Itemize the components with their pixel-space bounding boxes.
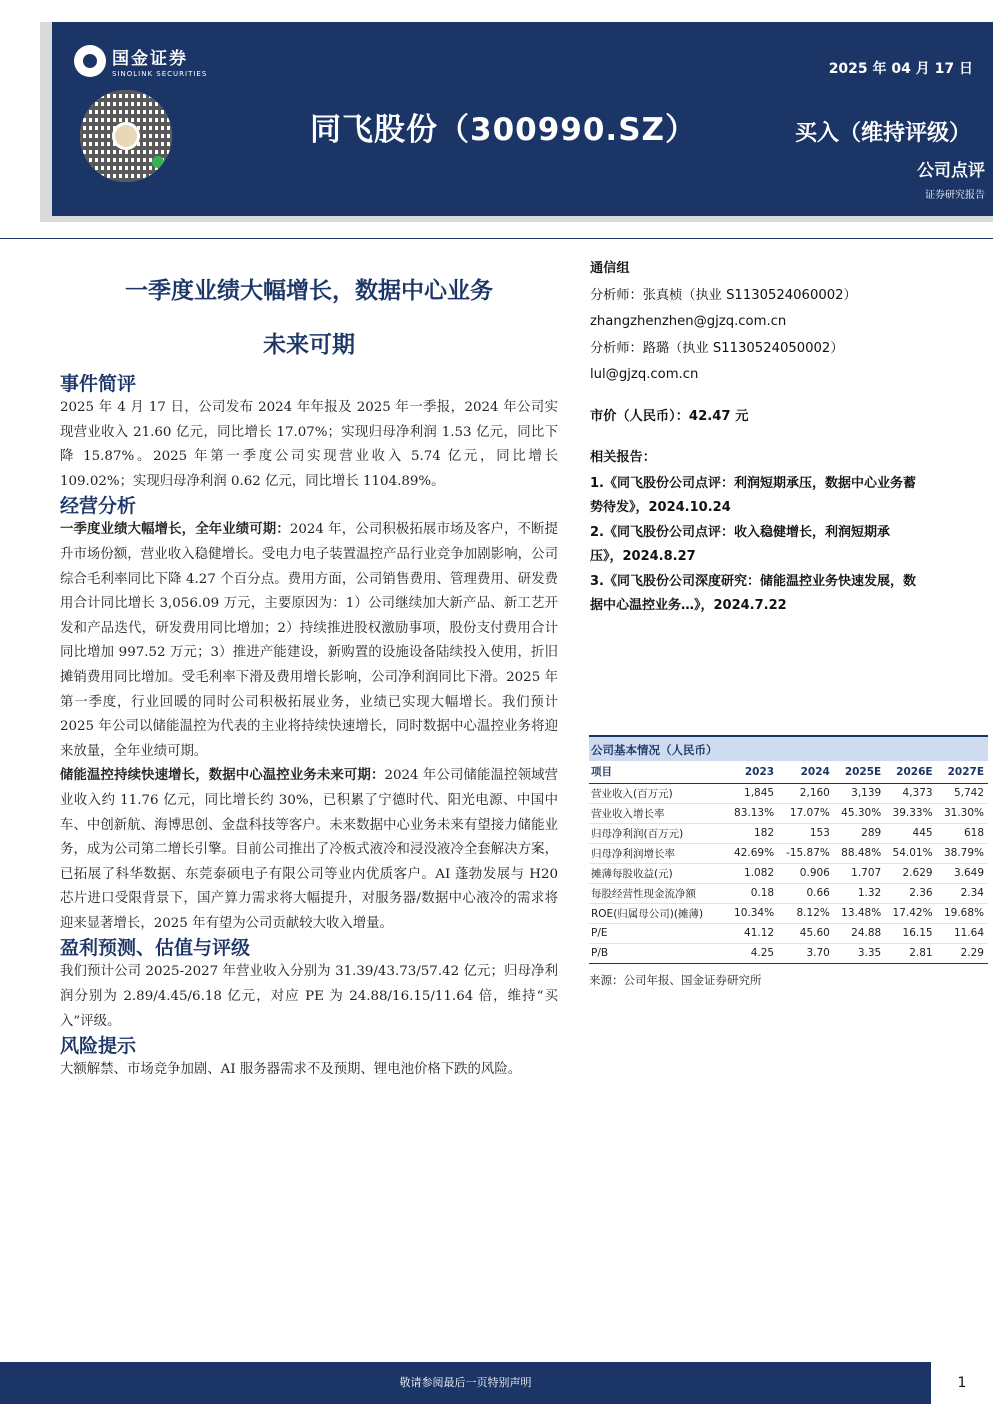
table-cell: 16.15 [885, 923, 936, 943]
paragraph-event: 2025 年 4 月 17 日，公司发布 2024 年年报及 2025 年一季报，2024 年公司实现营业收入 21.60 亿元，同比增长 17.07%；实现归母净利润 1.53 亿元，同比下降 15.87%。2025 年第一季度公司实现营业收入 5.74 亿元，同比增长 109.02%；实现归母净利润 0.62 亿元，同比增长 1104.89%。 [60, 400, 558, 489]
table-cell: 45.30% [834, 803, 885, 823]
table-cell: -15.87% [778, 843, 834, 863]
analyst-2: 分析师：路璐（执业 S1130524050002） [590, 340, 844, 356]
table-cell: 2.34 [937, 883, 988, 903]
company-logo [74, 44, 207, 78]
analyst-1-email[interactable]: zhangzhenzhen@gjzq.com.cn [590, 314, 787, 329]
related-reports-list [590, 472, 988, 619]
paragraph-lead-2: 储能温控持续快速增长，数据中心温控业务未来可期： [60, 768, 385, 784]
main-content [60, 264, 558, 1083]
related-reports-title: 相关报告： [590, 450, 656, 465]
analyst-2-email[interactable]: lul@gjzq.com.cn [590, 367, 699, 382]
table-cell: 3,139 [834, 783, 885, 803]
logo-mark-icon [74, 45, 106, 77]
related-report-1b[interactable]: 势待发》，2024.10.24 [590, 500, 731, 515]
row-label: 每股经营性现金流净额 [589, 883, 727, 903]
paragraph-body-2: 2024 年公司储能温控领域营业收入约 11.76 亿元，同比增长约 30%，已积累了宁德时代、阳光电源、中国中车、中创新航、海博思创、金盘科技等客户。未来数据中心业务未来有望接力储能业务，成为公司第二增长引擎。目前公司推出了冷板式液冷和浸没液冷全套解决方案，已拓展了科华数据、东莞泰硕电子有限公司等业内优质客户。AI 蓬勃发展与 H20 芯片进口受限背景下，国产算力需求将大幅提升，对服务器/数据中心液冷的需求将迎来显著增长，2025 年有望为公司贡献较大收入增量。 [60, 768, 558, 931]
row-label: 摊薄每股收益(元) [589, 863, 727, 883]
table-cell: 31.30% [937, 803, 988, 823]
table-row [589, 923, 988, 943]
col-header: 2026E [885, 761, 936, 783]
col-header: 项目 [589, 761, 727, 783]
table-row [589, 943, 988, 963]
table-cell: 2.629 [885, 863, 936, 883]
report-date: 2025 年 04 月 17 日 [828, 61, 973, 77]
paragraph-risk: 大额解禁、市场竞争加剧、AI 服务器需求不及预期、锂电池价格下跌的风险。 [60, 1062, 522, 1078]
table-cell: 45.60 [778, 923, 834, 943]
table-cell: 4,373 [885, 783, 936, 803]
table-cell: 88.48% [834, 843, 885, 863]
section-title-operations: 经营分析 [60, 495, 137, 518]
report-subtitle: 证券研究报告 [925, 190, 985, 201]
table-cell: 8.12% [778, 903, 834, 923]
company-basics-table [589, 735, 988, 988]
row-label: 归母净利润增长率 [589, 843, 727, 863]
table-cell: 2.81 [885, 943, 936, 963]
table-cell: 3.649 [937, 863, 988, 883]
table-cell: 54.01% [885, 843, 936, 863]
table-cell: 0.906 [778, 863, 834, 883]
row-label: 归母净利润(百万元) [589, 823, 727, 843]
table-cell: 17.07% [778, 803, 834, 823]
table-cell: 1.707 [834, 863, 885, 883]
table-cell: 10.34% [727, 903, 778, 923]
table-cell: 42.69% [727, 843, 778, 863]
table-cell: 153 [778, 823, 834, 843]
analyst-1: 分析师：张真桢（执业 S1130524060002） [590, 287, 857, 303]
headline-line-1: 一季度业绩大幅增长，数据中心业务 [125, 278, 493, 304]
table-row [589, 903, 988, 923]
section-title-risk: 风险提示 [60, 1035, 137, 1058]
table-cell: 41.12 [727, 923, 778, 943]
qr-code-icon [80, 90, 172, 182]
table-row [589, 883, 988, 903]
table-cell: 2.36 [885, 883, 936, 903]
table-cell: 4.25 [727, 943, 778, 963]
table-cell: 289 [834, 823, 885, 843]
table-cell: 11.64 [937, 923, 988, 943]
table-cell: 3.35 [834, 943, 885, 963]
stock-title: 同飞股份（300990.SZ） [310, 112, 697, 148]
related-report-3b[interactable]: 据中心温控业务…》，2024.7.22 [590, 598, 787, 613]
table-header-row [589, 761, 988, 783]
sidebar-info [590, 256, 988, 619]
header-divider [0, 238, 993, 239]
logo-en: SINOLINK SECURITIES [112, 70, 208, 78]
section-title-event: 事件简评 [60, 373, 137, 395]
col-header: 2027E [937, 761, 988, 783]
table-cell: 1.32 [834, 883, 885, 903]
table-row [589, 783, 988, 803]
col-header: 2023 [727, 761, 778, 783]
financials-table [589, 761, 988, 964]
headline-line-2: 未来可期 [263, 332, 355, 358]
related-report-2b[interactable]: 压》，2024.8.27 [590, 549, 696, 564]
table-cell: 19.68% [937, 903, 988, 923]
table-cell: 17.42% [885, 903, 936, 923]
paragraph-lead-1: 一季度业绩大幅增长，全年业绩可期： [60, 522, 290, 538]
table-cell: 1.082 [727, 863, 778, 883]
col-header: 2024 [778, 761, 834, 783]
row-label: P/E [589, 923, 727, 943]
paragraph-forecast: 我们预计公司 2025-2027 年营业收入分别为 31.39/43.73/57.42 亿元；归母净利润分别为 2.89/4.45/6.18 亿元，对应 PE 为 24.88/16.15/11.64 倍，维持“买入”评级。 [60, 964, 558, 1029]
table-cell: 0.66 [778, 883, 834, 903]
table-cell: 38.79% [937, 843, 988, 863]
paragraph-operations-1 [60, 518, 558, 764]
mini-program-icon [152, 156, 164, 168]
related-report-3a[interactable]: 3.《同飞股份公司深度研究：储能温控业务快速发展，数 [590, 573, 916, 589]
table-cell: 1,845 [727, 783, 778, 803]
row-label: ROE(归属母公司)(摊薄) [589, 903, 727, 923]
table-cell: 5,742 [937, 783, 988, 803]
table-row [589, 863, 988, 883]
row-label: P/B [589, 943, 727, 963]
table-cell: 618 [937, 823, 988, 843]
table-row [589, 803, 988, 823]
section-title-forecast: 盈利预测、估值与评级 [60, 937, 251, 960]
table-title: 公司基本情况（人民币） [589, 735, 988, 761]
table-cell: 445 [885, 823, 936, 843]
table-cell: 0.18 [727, 883, 778, 903]
logo-cn: 国金证券 [112, 49, 188, 69]
rating: 买入（维持评级） [794, 121, 971, 146]
related-report-2a[interactable]: 2.《同飞股份公司点评：收入稳健增长，利润短期承 [590, 524, 890, 540]
page-number: 1 [957, 1375, 967, 1391]
table-cell: 182 [727, 823, 778, 843]
report-type: 公司点评 [917, 161, 985, 181]
col-header: 2025E [834, 761, 885, 783]
table-cell: 2,160 [778, 783, 834, 803]
qr-center-logo-icon [112, 122, 140, 150]
table-cell: 2.29 [937, 943, 988, 963]
row-label: 营业收入增长率 [589, 803, 727, 823]
market-price: 市价（人民币）：42.47 元 [590, 408, 749, 424]
footer-disclaimer: 敬请参阅最后一页特别声明 [399, 1376, 532, 1389]
table-source: 来源：公司年报、国金证券研究所 [589, 972, 762, 987]
research-group: 通信组 [590, 261, 630, 276]
table-cell: 3.70 [778, 943, 834, 963]
table-row [589, 843, 988, 863]
table-cell: 24.88 [834, 923, 885, 943]
table-cell: 13.48% [834, 903, 885, 923]
row-label: 营业收入(百万元) [589, 783, 727, 803]
related-report-1a[interactable]: 1.《同飞股份公司点评：利润短期承压，数据中心业务蓄 [590, 475, 916, 491]
table-row [589, 823, 988, 843]
table-cell: 39.33% [885, 803, 936, 823]
table-cell: 83.13% [727, 803, 778, 823]
paragraph-body-1: 2024 年，公司积极拓展市场及客户，不断提升市场份额，营业收入稳健增长。受电力电子装置温控产品行业竞争加剧影响，公司综合毛利率同比下降 4.27 个百分点。费用方面，公司销售费用、管理费用、研发费用合计同比增长 3,056.09 万元，主要原因为：1）公司继续加大新产品、新工艺开发和产品迭代，研发费用同比增加；2）持续推进股权激励事项，股份支付费用合计同比增加 997.52 万元；3）推进产能建设，新购置的设施设备陆续投入使用，折旧摊销费用同比增加。受毛利率下滑及费用增长影响，公司净利润同比下滑。2025 年第一季度，行业回暖的同时公司积极拓展业务，业绩已实现大幅增长。我们预计 2025 年公司以储能温控为代表的主业将持续快速增长，同时数据中心温控业务将迎来放量，全年业绩可期。 [60, 522, 558, 759]
paragraph-operations-2 [60, 764, 558, 936]
